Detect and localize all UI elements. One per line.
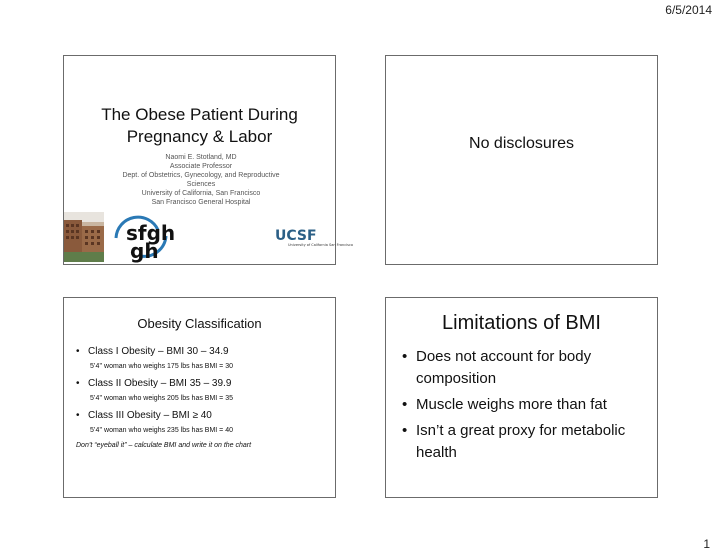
obesity-class-list	[76, 345, 331, 450]
ucsf-logo-caption: University of California San Francisco	[288, 243, 354, 247]
hospital-building-image	[64, 212, 104, 262]
obesity-class-item: • Class II Obesity – BMI 35 – 39.9	[76, 377, 331, 390]
author-hospital: San Francisco General Hospital	[151, 199, 251, 206]
obesity-class-item: • Class I Obesity – BMI 30 – 34.9	[76, 345, 331, 358]
slide-4	[385, 297, 658, 498]
obesity-class-item: • Class III Obesity – BMI ≥ 40	[76, 409, 331, 422]
slide-1-title	[64, 104, 335, 148]
bmi-note: Don’t “eyeball it” – calculate BMI and write it on the chart	[76, 442, 252, 449]
slide-2-title: No disclosures	[469, 135, 574, 152]
svg-text:gh: gh	[130, 239, 159, 263]
slide-1-subtitle	[116, 153, 286, 207]
slide-3-title: Obesity Classification	[137, 316, 262, 331]
obesity-class-example: 5’4’’ woman who weighs 175 lbs has BMI = 30	[90, 363, 233, 370]
obesity-class-example: 5’4’’ woman who weighs 205 lbs has BMI = 35	[90, 395, 233, 402]
author-name: Naomi E. Stotland, MD	[165, 154, 237, 161]
slide-2	[385, 55, 658, 265]
author-department: Dept. of Obstetrics, Gynecology, and Reproductive Sciences	[122, 172, 280, 188]
hospital-photo	[64, 212, 104, 262]
page-number: 1	[703, 537, 710, 551]
bmi-limitation-item: • Muscle weighs more than fat	[402, 394, 654, 416]
ucsf-logo-text: UCSF	[275, 228, 317, 244]
ucsf-logo	[274, 224, 354, 256]
author-position: Associate Professor	[169, 163, 233, 170]
sfgh-logo	[110, 216, 176, 263]
title-line-2: Pregnancy & Labor	[126, 127, 273, 146]
slide-4-title: Limitations of BMI	[442, 312, 601, 334]
bmi-limitations-list	[402, 346, 654, 468]
author-university: University of California, San Francisco	[141, 190, 261, 197]
obesity-class-example: 5’4’’ woman who weighs 235 lbs has BMI = 40	[90, 427, 233, 434]
slide-3	[63, 297, 336, 498]
bmi-limitation-item: • Does not account for body composition	[402, 346, 654, 390]
bmi-limitation-item: • Isn’t a great proxy for metabolic health	[402, 420, 654, 464]
sfgh-logo-top: sfgh	[126, 221, 176, 245]
title-line-1: The Obese Patient During	[101, 105, 298, 124]
header-date: 6/5/2014	[665, 3, 712, 17]
slide-1	[63, 55, 354, 265]
